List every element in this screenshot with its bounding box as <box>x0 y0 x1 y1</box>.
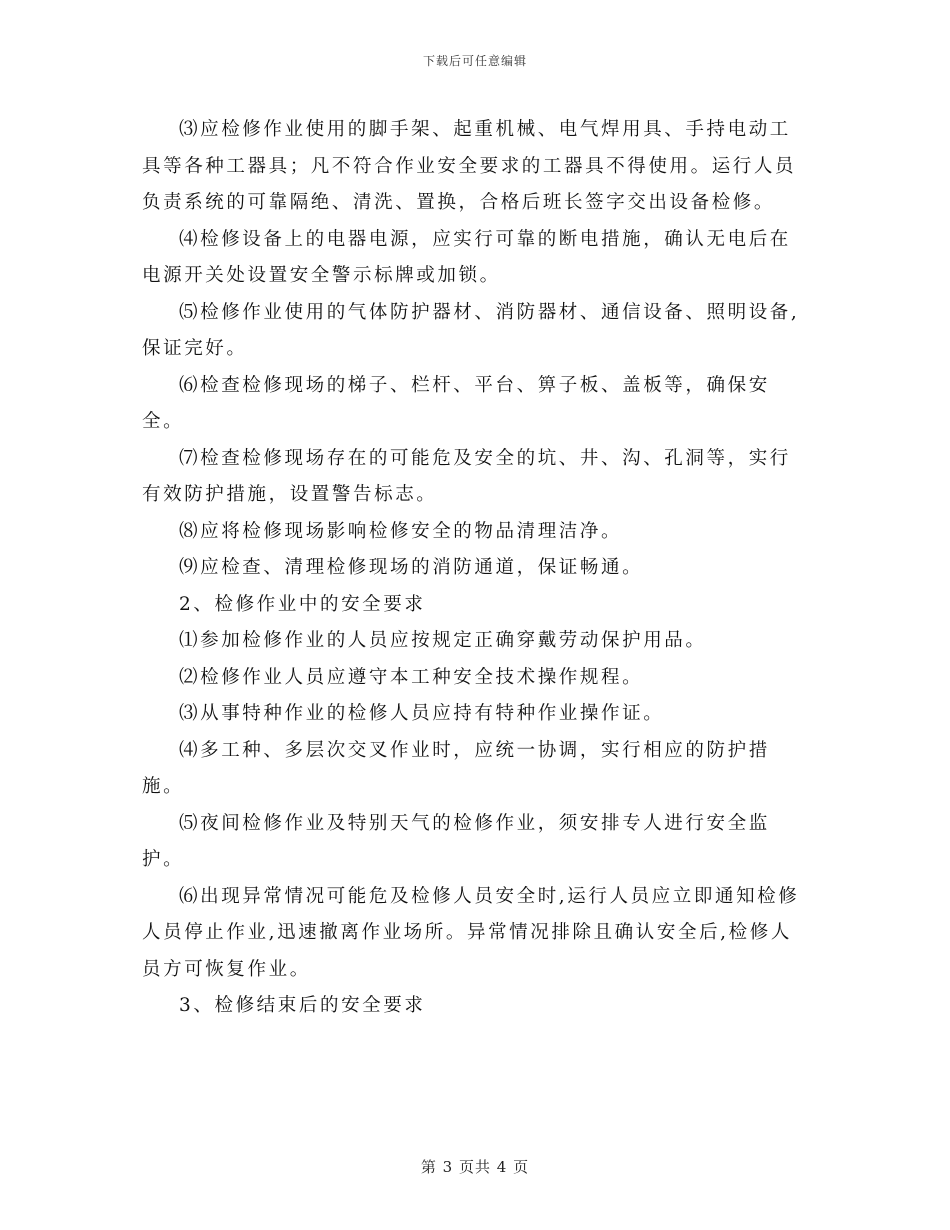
page-footer: 第 3 页共 4 页 <box>420 1158 530 1176</box>
paragraph: ⑼应检查、清理检修现场的消防通道，保证畅通。 <box>179 557 644 578</box>
paragraph: ⑶从事特种作业的检修人员应持有特种作业操作证。 <box>179 703 665 724</box>
paragraph: ⑹检查检修现场的梯子、栏杆、平台、箅子板、盖板等，确保安全。 <box>142 374 770 432</box>
paragraph: ⑶应检修作业使用的脚手架、起重机械、电气焊用具、手持电动工具等各种工器具；凡不符合作业安全要求的工器具不得使用。运行人员负责系统的可靠隔绝、清洗、置换，合格后班长签字交出设备检修。 <box>142 119 797 213</box>
paragraph: ⑸检修作业使用的气体防护器材、消防器材、通信设备、照明设备,保证完好。 <box>142 301 800 359</box>
paragraph: ⑵检修作业人员应遵守本工种安全技术操作规程。 <box>179 666 644 688</box>
page-header: 下载后可任意编辑 <box>422 54 527 68</box>
paragraph: ⑷检修设备上的电器电源，应实行可靠的断电措施，确认无电后在电源开关处设置安全警示标牌或加锁。 <box>142 228 791 286</box>
paragraph: ⑴参加检修作业的人员应按规定正确穿戴劳动保护用品。 <box>179 630 707 651</box>
paragraph: ⑻应将检修现场影响检修安全的物品清理洁净。 <box>179 520 623 542</box>
paragraph: ⑹出现异常情况可能危及检修人员安全时,运行人员应立即通知检修人员停止作业,迅速撤离作业场所。异常情况排除且确认安全后,检修人员方可恢复作业。 <box>142 885 800 980</box>
paragraph: ⑷多工种、多层次交叉作业时，应统一协调，实行相应的防护措施。 <box>142 739 770 797</box>
section-heading: 2、检修作业中的安全要求 <box>179 593 426 615</box>
section-heading: 3、检修结束后的安全要求 <box>179 995 426 1016</box>
document-body <box>142 112 806 1025</box>
paragraph: ⑸夜间检修作业及特别天气的检修作业，须安排专人进行安全监护。 <box>142 812 770 870</box>
paragraph: ⑺检查检修现场存在的可能危及安全的坑、井、沟、孔洞等，实行有效防护措施，设置警告标志。 <box>142 447 791 505</box>
